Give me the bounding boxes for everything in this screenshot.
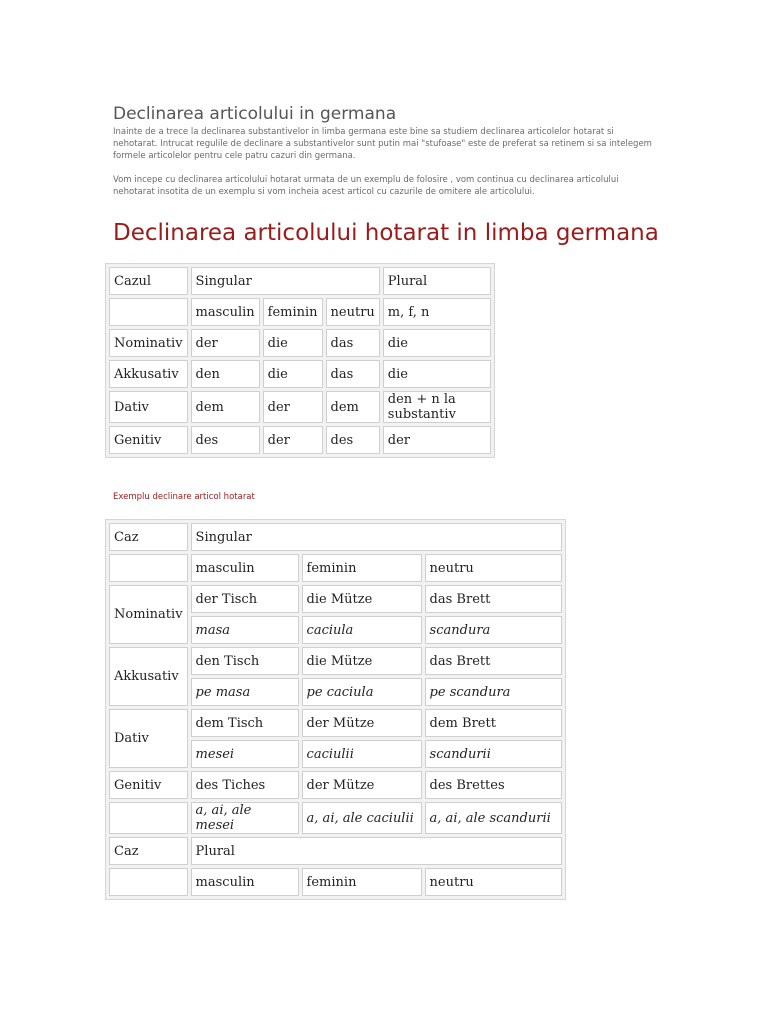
header-cell: feminin xyxy=(302,868,422,896)
table-cell: das xyxy=(326,360,380,388)
header-cell: neutru xyxy=(326,298,380,326)
empty-cell xyxy=(109,802,188,834)
table-cell: die xyxy=(383,329,491,357)
table-cell: die Mütze xyxy=(302,647,422,675)
header-cell: feminin xyxy=(302,554,422,582)
translation-cell: mesei xyxy=(191,740,299,768)
table-cell: das Brett xyxy=(425,585,562,613)
translation-cell: a, ai, ale scandurii xyxy=(425,802,562,834)
header-cell: neutru xyxy=(425,868,562,896)
header-cell: Cazul xyxy=(109,267,188,295)
table-cell: das Brett xyxy=(425,647,562,675)
table-subheader-row xyxy=(109,298,491,326)
table-cell: den + n la substantiv xyxy=(383,391,491,423)
table-cell: den Tisch xyxy=(191,647,299,675)
table-row xyxy=(109,360,491,388)
table-cell: den xyxy=(191,360,260,388)
definite-article-table xyxy=(105,263,495,458)
table-row xyxy=(109,802,562,834)
table-row xyxy=(109,585,562,613)
header-cell: Caz xyxy=(109,523,188,551)
case-cell: Dativ xyxy=(109,391,188,423)
table-cell: dem xyxy=(191,391,260,423)
table-cell: dem xyxy=(326,391,380,423)
table-cell: der Mütze xyxy=(302,771,422,799)
intro-paragraph-2: Vom incepe cu declinarea articolului hotarat urmata de un exemplu de folosire , vom continua cu declinarea articolului nehotarat insotita de un exemplu si vom incheia acest articol cu cazurile de omitere ale articolului. xyxy=(113,175,619,197)
table-cell: die xyxy=(383,360,491,388)
translation-cell: caciulii xyxy=(302,740,422,768)
header-cell: feminin xyxy=(263,298,323,326)
header-cell: m, f, n xyxy=(383,298,491,326)
page-title: Declinarea articolului in germana xyxy=(113,104,397,124)
example-caption: Exemplu declinare articol hotarat xyxy=(113,492,255,502)
table-cell: dem Tisch xyxy=(191,709,299,737)
table-cell: das xyxy=(326,329,380,357)
table-header-row xyxy=(109,837,562,865)
table-cell: der xyxy=(383,426,491,454)
table-row xyxy=(109,647,562,675)
table-subheader-row xyxy=(109,868,562,896)
intro-paragraph: Inainte de a trece la declinarea substantivelor in limba germana este bine sa studiem declinarea articolelor hotarat si nehotarat. Intrucat regulile de declinare a substantivelor sunt putin mai "stufoase" este de preferat sa retinem si sa intelegem formele articolelor pentru cele patru cazuri din germana. xyxy=(113,127,652,161)
table-cell: die Mütze xyxy=(302,585,422,613)
table-row xyxy=(109,771,562,799)
translation-cell: pe caciula xyxy=(302,678,422,706)
case-cell: Genitiv xyxy=(109,426,188,454)
translation-cell: scandurii xyxy=(425,740,562,768)
example-table xyxy=(105,519,566,900)
translation-cell: caciula xyxy=(302,616,422,644)
table-subheader-row xyxy=(109,554,562,582)
table-cell: dem Brett xyxy=(425,709,562,737)
table-row xyxy=(109,709,562,737)
table-cell: des Brettes xyxy=(425,771,562,799)
header-cell: masculin xyxy=(191,868,299,896)
case-cell: Dativ xyxy=(109,709,188,768)
header-cell: Singular xyxy=(191,267,380,295)
table-row xyxy=(109,329,491,357)
table-cell: der xyxy=(263,391,323,423)
empty-cell xyxy=(109,298,188,326)
empty-cell xyxy=(109,554,188,582)
translation-cell: masa xyxy=(191,616,299,644)
table-cell: die xyxy=(263,360,323,388)
case-cell: Nominativ xyxy=(109,329,188,357)
case-cell: Akkusativ xyxy=(109,360,188,388)
empty-cell xyxy=(109,868,188,896)
translation-cell: a, ai, ale caciulii xyxy=(302,802,422,834)
table-cell: der xyxy=(263,426,323,454)
table-cell: des Tiches xyxy=(191,771,299,799)
header-cell: masculin xyxy=(191,298,260,326)
header-cell: neutru xyxy=(425,554,562,582)
table-cell: der Mütze xyxy=(302,709,422,737)
translation-cell: pe masa xyxy=(191,678,299,706)
case-cell: Akkusativ xyxy=(109,647,188,706)
section-heading: Declinarea articolului hotarat in limba germana xyxy=(113,220,659,246)
translation-cell: a, ai, ale mesei xyxy=(191,802,299,834)
header-cell: masculin xyxy=(191,554,299,582)
table-row xyxy=(109,391,491,423)
table-cell: der Tisch xyxy=(191,585,299,613)
header-cell: Plural xyxy=(383,267,491,295)
table-row xyxy=(109,426,491,454)
table-cell: des xyxy=(191,426,260,454)
case-cell: Nominativ xyxy=(109,585,188,644)
case-cell: Genitiv xyxy=(109,771,188,799)
table-cell: die xyxy=(263,329,323,357)
header-cell: Caz xyxy=(109,837,188,865)
header-cell: Singular xyxy=(191,523,562,551)
table-cell: des xyxy=(326,426,380,454)
table-header-row xyxy=(109,523,562,551)
translation-cell: pe scandura xyxy=(425,678,562,706)
table-cell: der xyxy=(191,329,260,357)
table-header-row xyxy=(109,267,491,295)
translation-cell: scandura xyxy=(425,616,562,644)
header-cell: Plural xyxy=(191,837,562,865)
